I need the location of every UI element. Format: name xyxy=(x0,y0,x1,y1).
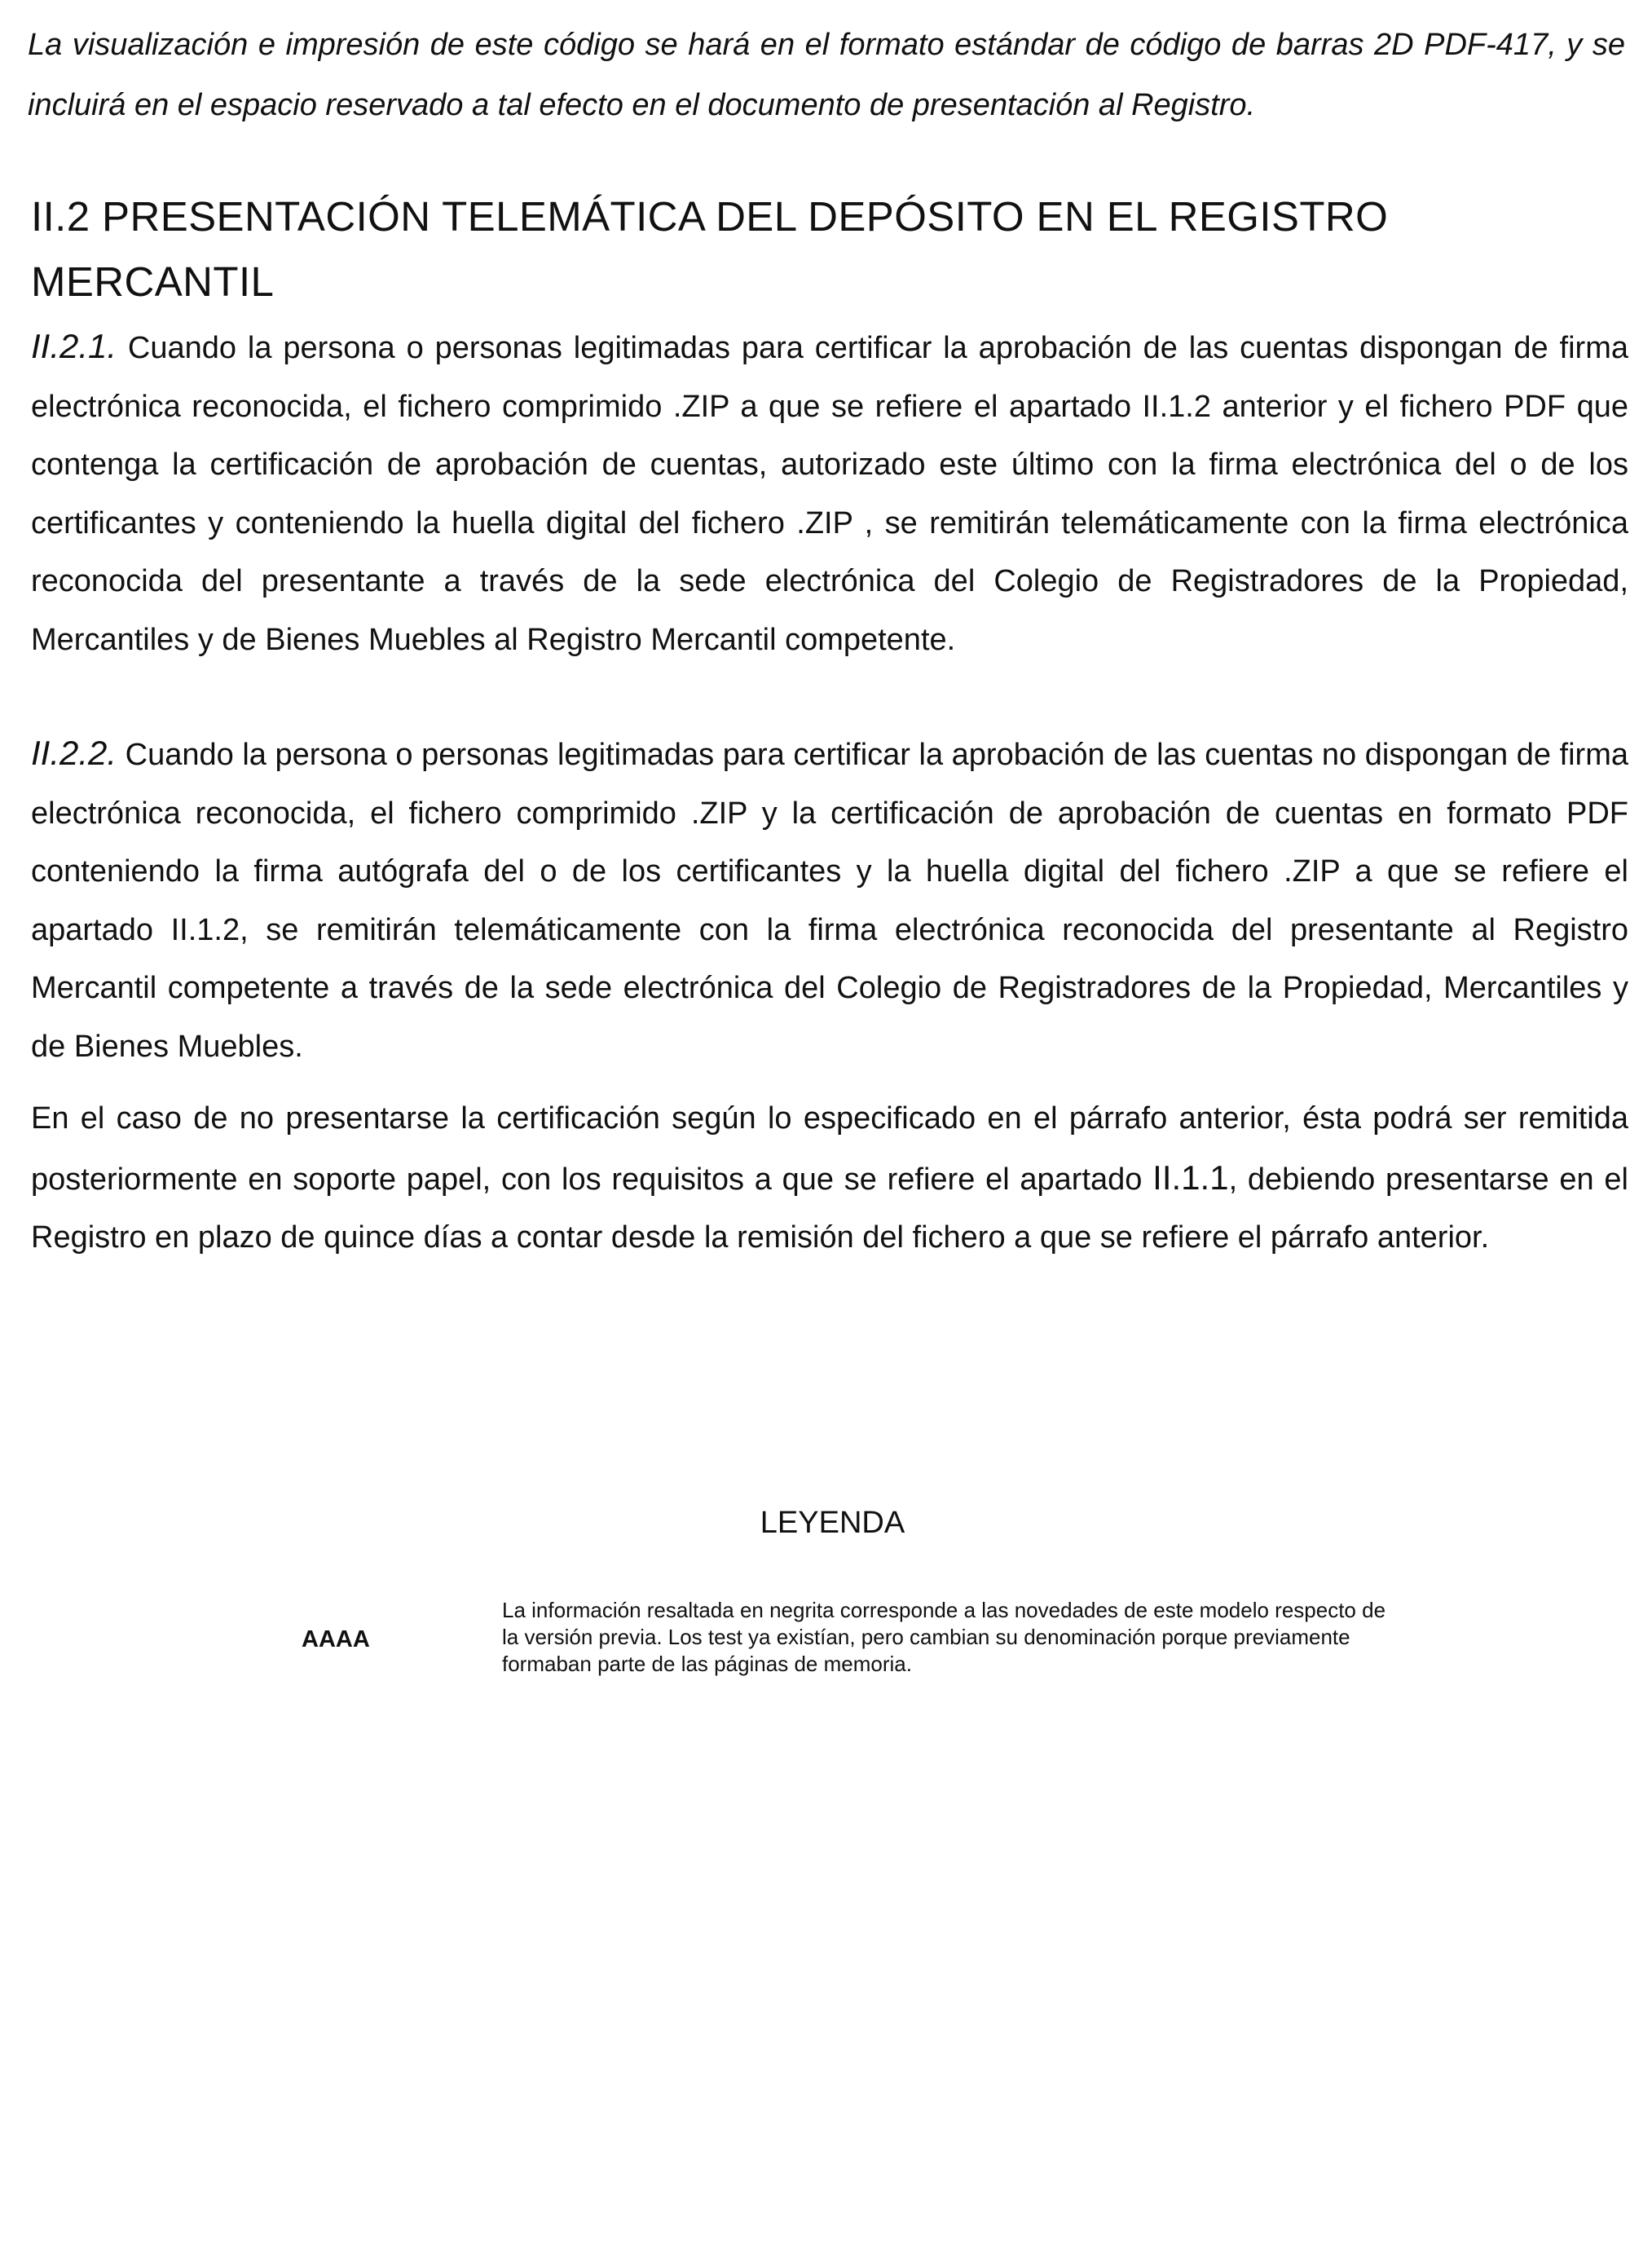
legend-description: La información resaltada en negrita corresponde a las novedades de este modelo respecto de la versión previa. Los test ya existían, pero cambian su denominación porque previamente formaban parte de las páginas de memoria. xyxy=(502,1598,1386,1676)
paragraph-II-2-2 xyxy=(31,724,1628,1076)
paragraph-number: II.2.1. xyxy=(31,327,117,365)
paragraph-II-2-1 xyxy=(31,317,1628,669)
legend-title: LEYENDA xyxy=(760,1506,905,1540)
paragraph-number: II.2.2. xyxy=(31,734,117,772)
paragraph-text: Cuando la persona o personas legitimadas para certificar la aprobación de las cuentas dispongan de firma electrónica reconocida, el fichero comprimido .ZIP a que se refiere el apartado II.1.2 anterior y el fichero PDF que contenga la certificación de aprobación de cuentas, autorizado este último con la firma electrónica del o de los certificantes y conteniendo la huella digital del fichero .ZIP , se remitirán telemáticamente con la firma electrónica reconocida del presentante a través de la sede electrónica del Colegio de Registradores de la Propiedad, Mercantiles y de Bienes Muebles al Registro Mercantil competente. xyxy=(31,331,1628,657)
paragraph-text: Cuando la persona o personas legitimadas para certificar la aprobación de las cuentas no dispongan de firma electrónica reconocida, el fichero comprimido .ZIP y la certificación de aprobación de cuentas en formato PDF conteniendo la firma autógrafa del o de los certificantes y la huella digital del fichero .ZIP a que se refiere el apartado II.1.2, se remitirán telemáticamente con la firma electrónica reconocida del presentante al Registro Mercantil competente a través de la sede electrónica del Colegio de Registradores de la Propiedad, Mercantiles y de Bienes Muebles. xyxy=(31,738,1628,1064)
section-reference: II.1.1 xyxy=(1152,1158,1229,1197)
intro-paragraph: La visualización e impresión de este código se hará en el formato estándar de código de barras 2D PDF-417, y se incluirá en el espacio reservado a tal efecto en el documento de presentación al Registro. xyxy=(28,28,1625,122)
legend-key: AAAA xyxy=(302,1626,370,1652)
paragraph-text: , debiendo presentarse en el Registro en plazo de quince días a contar desde la remisión del fichero a que se refiere el párrafo anterior. xyxy=(31,1162,1628,1255)
paragraph-text: En el caso de no presentarse la certificación según lo especificado en el párrafo anterior, ésta podrá ser remitida posteriormente en soporte papel, con los requisitos a que se refiere el apartado xyxy=(31,1101,1628,1197)
section-heading: II.2 PRESENTACIÓN TELEMÁTICA DEL DEPÓSITO EN EL REGISTRO MERCANTIL xyxy=(31,193,1389,305)
paragraph-paper-submission xyxy=(31,1090,1628,1268)
